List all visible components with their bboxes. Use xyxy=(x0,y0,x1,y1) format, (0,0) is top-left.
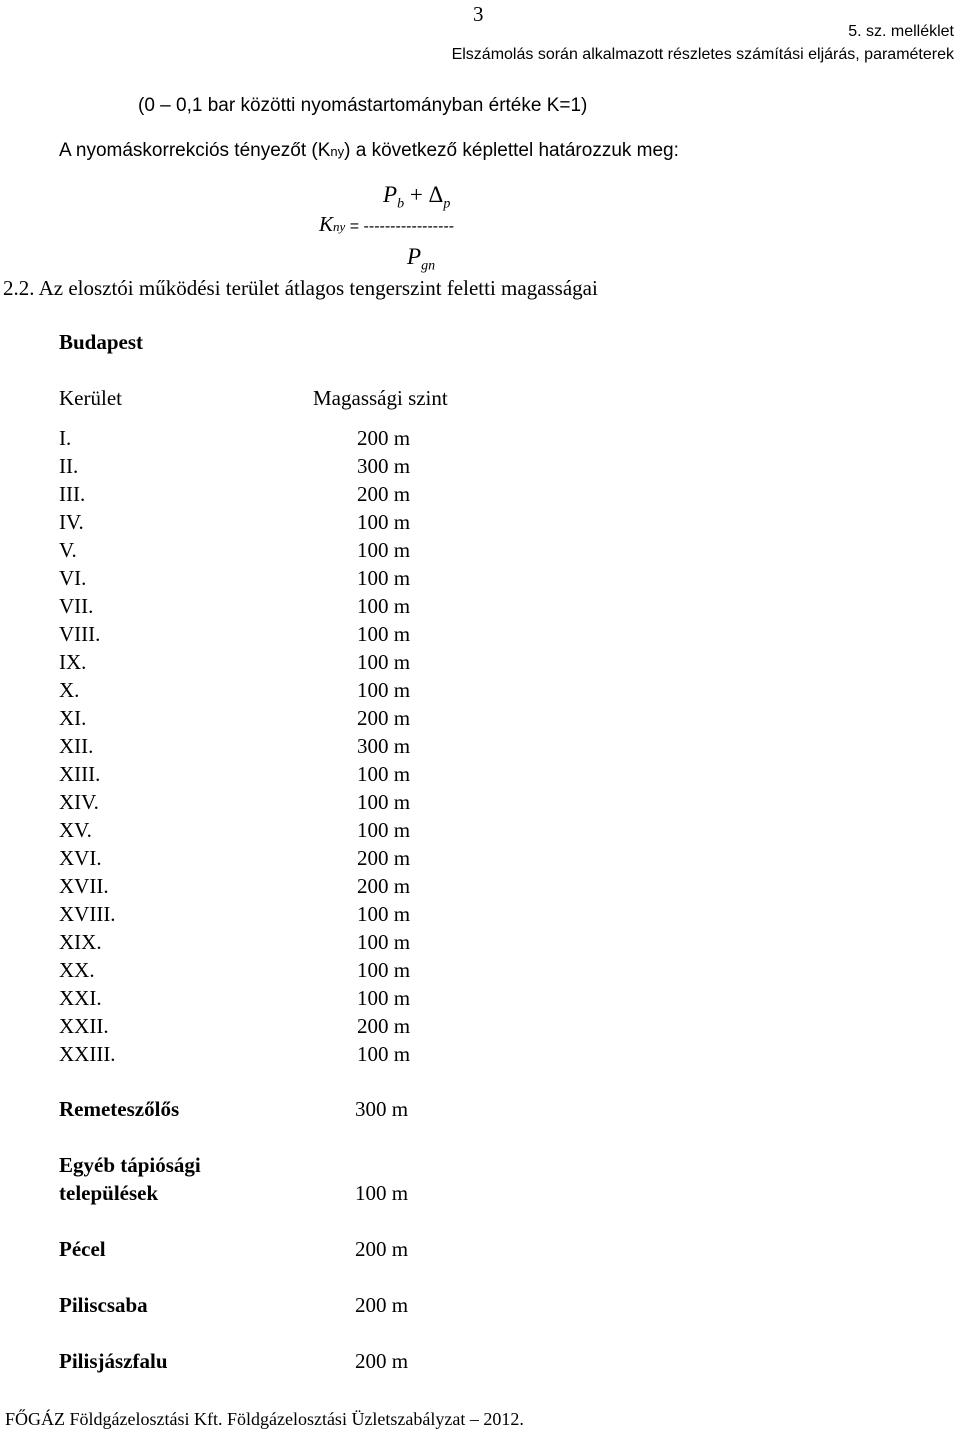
altitude-cell: 200 m xyxy=(357,706,411,730)
table-row xyxy=(0,734,960,762)
place-name: Pécel xyxy=(59,1237,106,1261)
district-cell: IX. xyxy=(59,650,87,674)
table-row xyxy=(0,874,960,902)
formula-lhs xyxy=(319,212,454,237)
formula-fraction-line: = ----------------- xyxy=(345,218,455,235)
district-cell: IV. xyxy=(59,510,84,534)
place-name-line-1: Egyéb tápiósági xyxy=(59,1153,201,1177)
district-cell: XIV. xyxy=(59,790,99,814)
district-cell: XVI. xyxy=(59,846,102,870)
list-item xyxy=(0,1293,960,1323)
list-item xyxy=(0,1153,960,1213)
table-row xyxy=(0,678,960,706)
district-cell: XVIII. xyxy=(59,902,116,926)
list-item xyxy=(0,1097,960,1127)
formula-denominator xyxy=(407,244,435,275)
place-name: Remeteszőlős xyxy=(59,1097,180,1121)
place-name: Pilisjászfalu xyxy=(59,1349,168,1373)
district-cell: XXII. xyxy=(59,1014,109,1038)
altitude-cell: 100 m xyxy=(357,622,411,646)
altitude-cell: 100 m xyxy=(357,510,411,534)
list-item xyxy=(0,1237,960,1267)
altitude-cell: 100 m xyxy=(357,678,411,702)
altitude-cell: 100 m xyxy=(357,818,411,842)
table-row xyxy=(0,622,960,650)
formula-plus-delta: + Δ xyxy=(404,182,444,207)
formula-num-p: p xyxy=(443,196,451,212)
place-name-line-2: települések xyxy=(59,1181,159,1205)
district-cell: XXI. xyxy=(59,986,102,1010)
district-cell: XII. xyxy=(59,734,94,758)
altitude-cell: 100 m xyxy=(357,538,411,562)
district-cell: XI. xyxy=(59,706,87,730)
table-row xyxy=(0,790,960,818)
altitude-cell: 200 m xyxy=(357,846,411,870)
altitude-cell: 100 m xyxy=(357,566,411,590)
table-row xyxy=(0,986,960,1014)
column-header-altitude: Magassági szint xyxy=(313,386,448,410)
header-subtitle: Elszámolás során alkalmazott részletes számítási eljárás, paraméterek xyxy=(451,46,954,63)
page-footer: FŐGÁZ Földgázelosztási Kft. Földgázelosztási Üzletszabályzat – 2012. xyxy=(5,1409,524,1429)
altitude-cell: 100 m xyxy=(357,1042,411,1066)
altitude-cell: 100 m xyxy=(357,902,411,926)
city-title: Budapest xyxy=(59,330,144,354)
formula-num-b: b xyxy=(397,196,405,212)
table-row xyxy=(0,426,960,454)
column-header-district: Kerület xyxy=(59,386,122,410)
district-cell: II. xyxy=(59,454,79,478)
district-cell: X. xyxy=(59,678,80,702)
table-row xyxy=(0,958,960,986)
annex-label: 5. sz. melléklet xyxy=(848,23,954,40)
table-row xyxy=(0,538,960,566)
altitude-cell: 200 m xyxy=(357,1014,411,1038)
district-cell: VII. xyxy=(59,594,94,618)
table-row xyxy=(0,762,960,790)
intro-text-a: A nyomáskorrekciós tényezőt (K xyxy=(59,140,331,161)
altitude-cell: 300 m xyxy=(357,454,411,478)
intro-text-b: ) a következő képlettel határozzuk meg: xyxy=(344,140,679,161)
section-title: 2.2. Az elosztói működési terület átlagos tengerszint feletti magasságai xyxy=(3,276,598,300)
table-row xyxy=(0,454,960,482)
formula-den-P: P xyxy=(407,244,422,269)
table-row xyxy=(0,818,960,846)
district-cell: XX. xyxy=(59,958,95,982)
altitude-cell: 100 m xyxy=(357,930,411,954)
formula-den-gn: gn xyxy=(421,258,436,274)
district-cell: XIX. xyxy=(59,930,102,954)
altitude-cell: 200 m xyxy=(357,426,411,450)
formula-num-P: P xyxy=(383,182,398,207)
altitude-cell: 100 m xyxy=(357,594,411,618)
table-row xyxy=(0,650,960,678)
district-cell: XV. xyxy=(59,818,92,842)
altitude-cell: 100 m xyxy=(357,790,411,814)
intro-subscript: ny xyxy=(330,144,345,159)
table-row xyxy=(0,1014,960,1042)
district-cell: VIII. xyxy=(59,622,101,646)
list-item xyxy=(0,1349,960,1379)
formula-K: K xyxy=(319,212,334,236)
table-row xyxy=(0,566,960,594)
altitude-cell: 200 m xyxy=(357,874,411,898)
place-altitude: 200 m xyxy=(355,1237,409,1261)
district-cell: XVII. xyxy=(59,874,109,898)
district-cell: XXIII. xyxy=(59,1042,116,1066)
place-altitude: 300 m xyxy=(355,1097,409,1121)
intro-line-1: (0 – 0,1 bar közötti nyomástartományban értéke K=1) xyxy=(138,95,588,116)
district-cell: V. xyxy=(59,538,77,562)
district-cell: I. xyxy=(59,426,72,450)
district-cell: XIII. xyxy=(59,762,101,786)
table-row xyxy=(0,510,960,538)
table-row xyxy=(0,706,960,734)
district-cell: VI. xyxy=(59,566,87,590)
district-cell: III. xyxy=(59,482,86,506)
page-number: 3 xyxy=(473,2,484,26)
place-name: Piliscsaba xyxy=(59,1293,148,1317)
table-row xyxy=(0,846,960,874)
altitude-cell: 100 m xyxy=(357,958,411,982)
table-row xyxy=(0,902,960,930)
formula-numerator xyxy=(383,182,450,213)
place-altitude: 200 m xyxy=(355,1293,409,1317)
altitude-cell: 200 m xyxy=(357,482,411,506)
formula-K-sub: ny xyxy=(333,219,346,234)
altitude-cell: 300 m xyxy=(357,734,411,758)
table-row xyxy=(0,1042,960,1070)
table-row xyxy=(0,594,960,622)
altitude-cell: 100 m xyxy=(357,762,411,786)
table-row xyxy=(0,482,960,510)
altitude-cell: 100 m xyxy=(357,986,411,1010)
intro-line-2 xyxy=(59,140,679,162)
altitude-cell: 100 m xyxy=(357,650,411,674)
place-altitude: 100 m xyxy=(355,1181,409,1205)
place-altitude: 200 m xyxy=(355,1349,409,1373)
table-row xyxy=(0,930,960,958)
